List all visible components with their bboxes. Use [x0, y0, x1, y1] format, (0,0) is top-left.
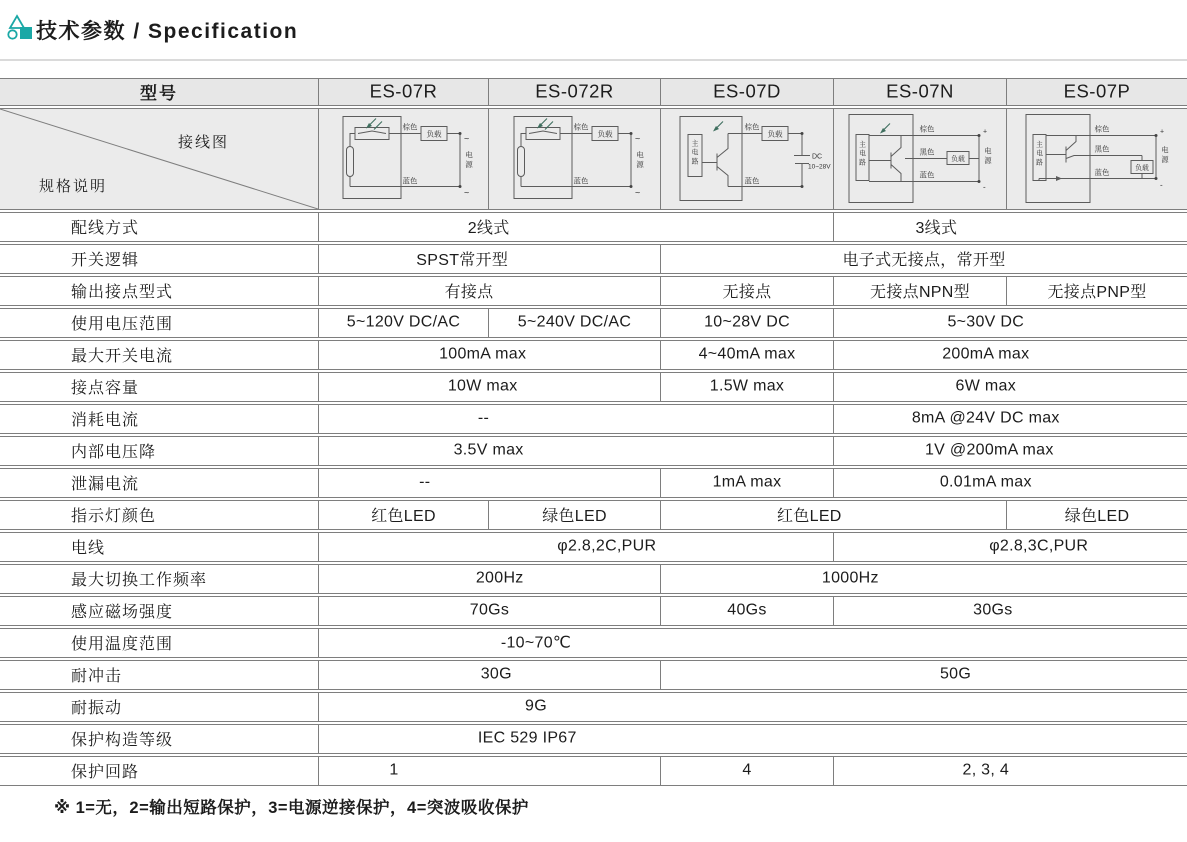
spec-value: 200Hz [475, 569, 524, 587]
row-label-cell [0, 437, 318, 465]
diagram-cell-ES-07N [833, 109, 1006, 209]
spec-value-cell [660, 373, 833, 401]
spec-value-cell [318, 437, 833, 465]
spec-value-cell [833, 597, 1187, 625]
spec-value: 红色LED [777, 508, 842, 526]
spec-value: 10W max [447, 377, 518, 395]
row-label-cell [0, 757, 318, 785]
spec-value: 1V @200mA max [924, 441, 1054, 459]
wire-label-black: 黑色 [1094, 144, 1110, 154]
diagram-vertical-label: 电 [691, 149, 699, 157]
diagram-cell-ES-07D [660, 109, 833, 209]
spec-value: 2, 3, 4 [962, 761, 1010, 779]
spec-value: φ2.8,2C,PUR [557, 537, 657, 555]
diagram-vertical-label: 源 [1161, 154, 1169, 164]
wiring-diagram-row [0, 108, 1187, 210]
spec-value-cell [833, 405, 1187, 433]
wiring-diagram-ES-07D [662, 109, 832, 210]
row-label-cell [0, 277, 318, 305]
spec-value-cell [833, 341, 1187, 369]
spec-row [0, 532, 1187, 562]
model-column-header [318, 79, 488, 105]
diagram-vertical-label: 主 [1036, 141, 1043, 149]
spec-value-cell [1006, 501, 1187, 529]
model-name: ES-072R [535, 80, 614, 102]
row-label: 保护回路 [71, 764, 140, 782]
spec-value: 绿色LED [542, 508, 607, 526]
wire-label-brown: 棕色 [1094, 124, 1110, 134]
row-label: 输出接点型式 [71, 284, 174, 302]
row-label: 使用电压范围 [71, 316, 174, 334]
spec-value: 1 [389, 761, 399, 779]
spec-value: 50G [939, 665, 972, 683]
spec-row [0, 468, 1187, 498]
spec-row [0, 372, 1187, 402]
wiring-diagram-ES-07R [319, 109, 489, 210]
spec-row [0, 308, 1187, 338]
spec-value-cell [318, 341, 660, 369]
row-label: 保护构造等级 [71, 732, 174, 750]
row-label-cell [0, 405, 318, 433]
row-label: 感应磁场强度 [71, 604, 174, 622]
row-label-cell [0, 373, 318, 401]
spec-value-cell [318, 533, 833, 561]
spec-value: 4~40mA max [698, 345, 796, 363]
ac-mark-bottom: ~ [634, 187, 640, 198]
row-label-cell [0, 661, 318, 689]
row-label: 配线方式 [71, 220, 140, 238]
row-label-cell [0, 597, 318, 625]
spec-value-cell [318, 309, 488, 337]
load-label: 负载 [951, 156, 965, 163]
section-marker-icon [7, 13, 35, 43]
spec-value: -- [477, 409, 490, 427]
diagram-vertical-label: 电 [984, 146, 992, 156]
spec-value: 无接点 [722, 284, 772, 302]
spec-value: 1mA max [712, 473, 782, 491]
diagram-vertical-label: 源 [984, 155, 992, 165]
spec-value: 40Gs [727, 601, 767, 619]
diagram-wrap [835, 109, 1005, 210]
diagram-vertical-label: 电 [1036, 150, 1043, 158]
spec-value: 4 [742, 761, 752, 779]
spec-value-cell [660, 661, 1187, 689]
diagram-wrap [1012, 109, 1182, 210]
spec-value: 3线式 [915, 220, 958, 238]
row-label-cell [0, 501, 318, 529]
model-name: ES-07P [1063, 80, 1131, 102]
spec-value: IEC 529 IP67 [477, 729, 577, 747]
spec-value-cell [318, 277, 660, 305]
dc-label: DC [812, 153, 823, 161]
specification-table [0, 78, 1187, 790]
model-name: ES-07R [369, 80, 438, 102]
ac-mark-top: ~ [463, 133, 469, 144]
spec-value-cell [660, 565, 1187, 593]
spec-value-cell [833, 373, 1187, 401]
spec-row [0, 692, 1187, 722]
spec-value: 30G [480, 665, 512, 683]
diagram-vertical-label: 路 [1036, 159, 1043, 167]
row-label: 内部电压降 [71, 444, 157, 462]
diagram-vertical-label: 主 [859, 141, 866, 149]
row-label: 指示灯颜色 [71, 508, 157, 526]
row-label-cell [0, 341, 318, 369]
corner-label-spec: 规格说明 [39, 178, 108, 195]
wire-label-brown: 棕色 [402, 122, 417, 132]
wire-label-blue: 蓝色 [919, 170, 935, 180]
diagram-vertical-label: 电 [464, 150, 473, 160]
spec-value: 1000Hz [821, 569, 879, 587]
row-label-cell [0, 469, 318, 497]
wire-label-blue: 蓝色 [744, 176, 760, 186]
spec-value-cell [833, 277, 1006, 305]
diagram-vertical-label: 主 [691, 140, 699, 148]
spec-value: 绿色LED [1064, 508, 1130, 526]
model-column-header [833, 79, 1006, 105]
spec-value: 红色LED [371, 508, 436, 526]
spec-value-cell [318, 213, 833, 241]
model-column-header [660, 79, 833, 105]
spec-row [0, 628, 1187, 658]
spec-value: 1.5W max [709, 377, 785, 395]
spec-value-cell [318, 629, 1187, 657]
spec-value-cell [318, 501, 488, 529]
diagram-wrap [662, 109, 832, 210]
spec-value-cell [833, 757, 1187, 785]
row-label-cell [0, 533, 318, 561]
diagram-vertical-label: 路 [691, 158, 699, 166]
row-label-cell [0, 693, 318, 721]
spec-value-cell [318, 405, 833, 433]
row-label: 最大开关电流 [71, 348, 174, 366]
row-label-cell [0, 245, 318, 273]
row-label: 开关逻辑 [71, 252, 140, 270]
corner-label-wiring: 接线图 [178, 134, 230, 151]
spec-value: 8mA @24V DC max [911, 409, 1060, 427]
spec-value-cell [318, 469, 660, 497]
spec-value: 70Gs [469, 601, 510, 619]
spec-value-cell [833, 469, 1187, 497]
diagram-vertical-label: 电 [1161, 145, 1169, 155]
model-name: ES-07D [713, 80, 781, 102]
model-column-header [1006, 79, 1187, 105]
spec-value: 5~120V DC/AC [346, 313, 461, 331]
row-label: 耐振动 [71, 700, 123, 718]
spec-value: 9G [525, 697, 547, 715]
diagram-wrap [319, 109, 489, 210]
spec-row [0, 340, 1187, 370]
wiring-diagram-ES-07N [835, 109, 1005, 210]
spec-value: 5~240V DC/AC [517, 313, 632, 331]
spec-value-cell [318, 565, 660, 593]
spec-value-cell [318, 597, 660, 625]
row-label: 使用温度范围 [71, 636, 174, 654]
minus-mark: - [983, 182, 986, 192]
row-label: 电线 [71, 540, 106, 558]
diagram-vertical-label: 源 [464, 160, 473, 170]
spec-value-cell [1006, 277, 1187, 305]
load-label: 负载 [1135, 165, 1149, 172]
row-label: 消耗电流 [71, 412, 140, 430]
title-divider [0, 59, 1187, 61]
diagram-vertical-label: 电 [635, 150, 644, 160]
spec-value: 5~30V DC [947, 313, 1025, 331]
wire-label-brown: 棕色 [744, 122, 760, 132]
row-label: 泄漏电流 [71, 476, 140, 494]
spec-value: 10~28V DC [704, 313, 790, 331]
spec-value-cell [488, 309, 660, 337]
load-label: 负载 [767, 129, 783, 139]
spec-row [0, 756, 1187, 786]
spec-row [0, 500, 1187, 530]
diagonal-corner-cell [0, 109, 318, 209]
model-header-row [0, 78, 1187, 106]
title-bar [0, 0, 1187, 60]
spec-value: 有接点 [444, 284, 494, 302]
footnote: ※ 1=无，2=输出短路保护，3=电源逆接保护，4=突波吸收保护 [54, 799, 529, 817]
wire-label-brown: 棕色 [573, 122, 588, 132]
row-label: 最大切换工作频率 [71, 572, 208, 590]
diagram-wrap [490, 109, 660, 210]
spec-value: -- [419, 473, 431, 491]
spec-value-cell [660, 757, 833, 785]
spec-value: 6W max [955, 377, 1017, 395]
spec-row [0, 660, 1187, 690]
row-label-cell [0, 629, 318, 657]
spec-value: 电子式无接点，常开型 [842, 252, 1006, 270]
ac-mark-bottom: ~ [463, 187, 469, 198]
spec-value: 无接点PNP型 [1047, 284, 1147, 302]
spec-value-cell [318, 661, 660, 689]
ac-mark-top: ~ [634, 133, 640, 144]
spec-value-cell [488, 501, 660, 529]
spec-value-cell [660, 245, 1187, 273]
spec-value-cell [660, 469, 833, 497]
spec-row [0, 596, 1187, 626]
spec-value: 2线式 [467, 220, 510, 238]
model-header-label: 型号 [140, 84, 178, 103]
spec-value-cell [318, 757, 660, 785]
minus-mark: - [1160, 180, 1163, 190]
spec-value: -10~70℃ [500, 634, 572, 652]
spec-value: 30Gs [973, 601, 1013, 619]
spec-value-cell [660, 277, 833, 305]
spec-value: 0.01mA max [939, 473, 1032, 491]
spec-row [0, 244, 1187, 274]
row-label: 接点容量 [71, 380, 140, 398]
spec-row [0, 404, 1187, 434]
spec-value-cell [318, 373, 660, 401]
page-title: 技术参数 / Specification [36, 20, 299, 43]
row-label-cell [0, 213, 318, 241]
wiring-diagram-ES-07P [1012, 109, 1182, 210]
spec-value: 200mA max [942, 345, 1030, 363]
spec-value: SPST常开型 [416, 252, 509, 270]
spec-row [0, 724, 1187, 754]
model-header-cell [0, 79, 318, 105]
row-label-cell [0, 725, 318, 753]
spec-value-cell [318, 245, 660, 273]
plus-mark: + [1160, 128, 1165, 136]
spec-value-cell [660, 597, 833, 625]
wire-label-black: 黑色 [919, 147, 935, 157]
spec-row [0, 436, 1187, 466]
wiring-diagram-ES-072R [490, 109, 660, 210]
spec-row [0, 564, 1187, 594]
row-label: 耐冲击 [71, 668, 123, 686]
wire-label-brown: 棕色 [919, 124, 935, 134]
wire-label-blue: 蓝色 [1094, 168, 1110, 177]
diagram-vertical-label: 电 [859, 150, 866, 158]
dc-voltage-label: 10~28V [808, 163, 831, 171]
spec-row [0, 212, 1187, 242]
spec-value-cell [660, 501, 1006, 529]
row-label-cell [0, 309, 318, 337]
load-label: 负载 [426, 129, 441, 139]
load-label: 负载 [597, 129, 612, 139]
spec-value-cell [833, 309, 1187, 337]
wire-label-blue: 蓝色 [402, 176, 417, 186]
diagram-cell-ES-07P [1006, 109, 1187, 209]
spec-value-cell [833, 437, 1187, 465]
plus-mark: + [983, 128, 988, 136]
spec-value-cell [660, 341, 833, 369]
diagram-vertical-label: 源 [635, 160, 644, 170]
spec-value-cell [318, 693, 1187, 721]
row-label-cell [0, 565, 318, 593]
diagram-vertical-label: 路 [859, 159, 866, 167]
spec-value-cell [660, 309, 833, 337]
diagram-cell-ES-072R [488, 109, 660, 209]
spec-value: 100mA max [439, 345, 527, 363]
spec-value-cell [318, 725, 1187, 753]
model-column-header [488, 79, 660, 105]
spec-value: φ2.8,3C,PUR [989, 537, 1089, 555]
spec-value-cell [833, 213, 1187, 241]
spec-row [0, 276, 1187, 306]
diagram-cell-ES-07R [318, 109, 488, 209]
spec-value-cell [833, 533, 1187, 561]
wire-label-blue: 蓝色 [573, 176, 588, 186]
spec-value: 3.5V max [453, 441, 524, 459]
model-name: ES-07N [886, 80, 954, 102]
spec-value: 无接点NPN型 [870, 284, 970, 302]
